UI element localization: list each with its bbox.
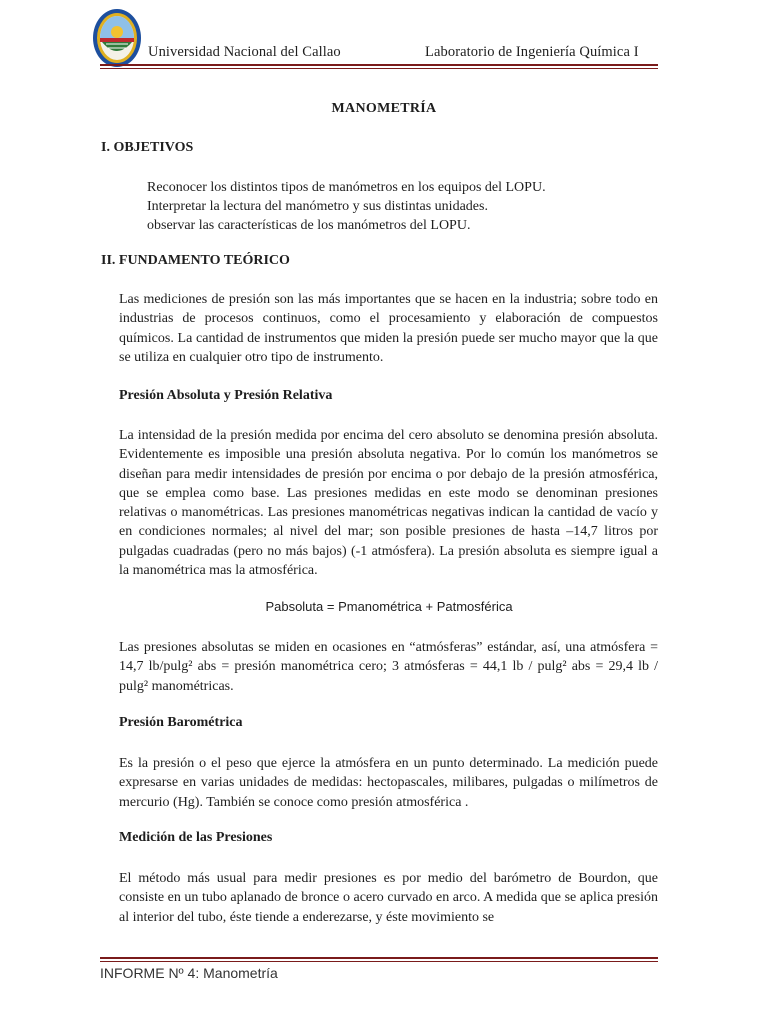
page-title: MANOMETRÍA — [331, 101, 437, 116]
header-divider — [100, 64, 658, 66]
objective-item: observar las características de los manómetros del LOPU. — [147, 218, 471, 233]
objective-item: Reconocer los distintos tipos de manómetros en los equipos del LOPU. — [147, 180, 546, 195]
objectives-list — [147, 178, 546, 235]
footer-report-label: INFORME Nº 4: Manometría — [100, 965, 278, 981]
measurement-paragraph: El método más usual para medir presiones es por medio del barómetro de Bourdon, que consiste en un tubo aplanado de bronce o acero curvado en arco. A medida que se aplica presión al interior del tubo, éste tiende a enderezarse, y éste movimiento se — [119, 871, 658, 925]
header-university: Universidad Nacional del Callao — [148, 44, 341, 60]
subheading-measurement: Medición de las Presiones — [119, 830, 273, 845]
footer-divider-thin — [100, 961, 658, 962]
header-laboratory: Laboratorio de Ingeniería Química I — [425, 44, 639, 60]
subheading-absolute-relative: Presión Absoluta y Presión Relativa — [119, 388, 333, 403]
atmospheres-paragraph: Las presiones absolutas se miden en ocasiones en “atmósferas” estándar, así, una atmósfera = 14,7 lb/pulg² abs = presión manométrica cero; 3 atmósferas = 44,1 lb / pulg² abs = 29,4 lb / pulg² manométricas. — [119, 640, 658, 694]
section-theory-heading: II. FUNDAMENTO TEÓRICO — [101, 253, 290, 268]
pressure-formula: Pabsoluta = Pmanométrica + Patmosférica — [265, 599, 513, 614]
subheading-barometric: Presión Barométrica — [119, 715, 243, 730]
header-divider-thin — [100, 68, 658, 69]
section-objectives-heading: I. OBJETIVOS — [101, 140, 194, 155]
university-crest-icon — [92, 8, 142, 68]
objective-item: Interpretar la lectura del manómetro y sus distintas unidades. — [147, 199, 488, 214]
footer-divider — [100, 957, 658, 959]
barometric-paragraph: Es la presión o el peso que ejerce la atmósfera en un punto determinado. La medición puede expresarse en varias unidades de medidas: hectopascales, milibares, pulgadas o milímetros de mercurio (Hg). También se conoce como presión atmosférica . — [119, 756, 658, 810]
absolute-relative-paragraph: La intensidad de la presión medida por encima del cero absoluto se denomina presión absoluta. Evidentemente es imposible una presión absoluta negativa. Por lo común los manómetros se diseñan para medir intensidades de presión por encima o por debajo de la presión atmosférica, que se emplea como base. Las presiones medidas en este modo se denominan presiones relativas o manométricas. Las presiones manométricas negativas indican la cantidad de vacío y en condiciones normales; al nivel del mar; son posible presiones de hasta –14,7 litros por pulgadas cuadradas (pero no más bajos) (-1 atmósfera). La presión absoluta es siempre igual a la manométrica mas la atmosférica. — [119, 428, 658, 579]
theory-intro-paragraph: Las mediciones de presión son las más importantes que se hacen en la industria; sobre todo en industrias de procesos continuos, como el procesamiento y elaboración de compuestos químicos. La cantidad de instrumentos que miden la presión puede ser mucho mayor que la que se utiliza en cualquier otro tipo de instrumento. — [119, 292, 658, 365]
